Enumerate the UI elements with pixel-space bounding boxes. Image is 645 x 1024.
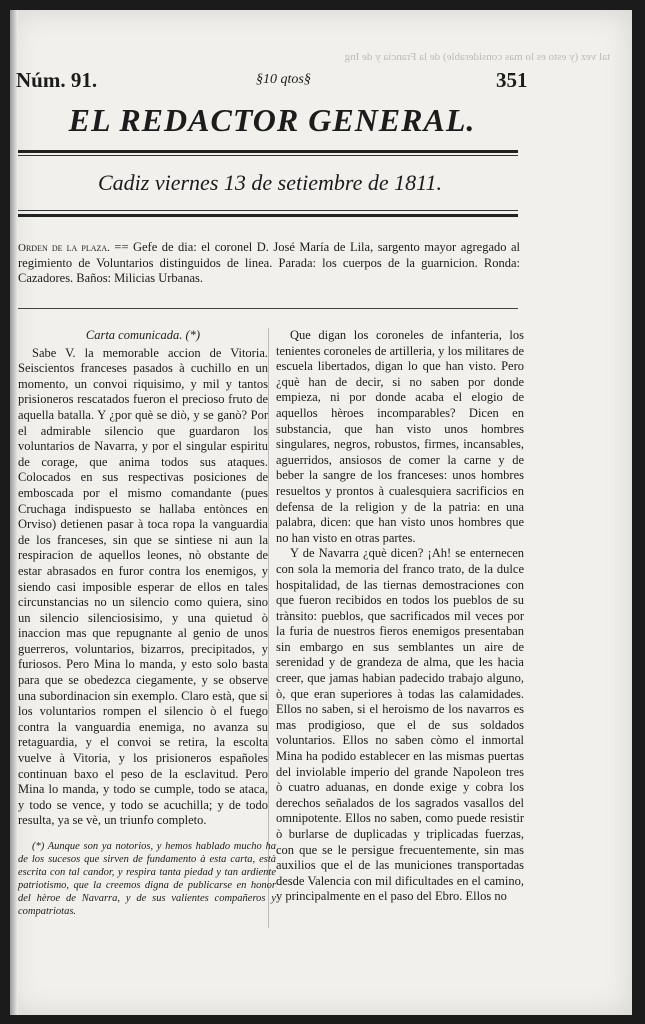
- masthead-title: EL REDACTOR GENERAL.: [68, 102, 476, 138]
- left-column: [18, 328, 268, 829]
- orden-de-la-plaza: [18, 240, 520, 286]
- right-column: [276, 328, 524, 905]
- rule: [18, 150, 518, 153]
- rule: [18, 210, 518, 211]
- article-title: Carta comunicada. (*): [85, 328, 201, 342]
- newspaper-page: [10, 10, 632, 1015]
- page-number: 351: [496, 68, 528, 92]
- section-rule: [18, 308, 518, 309]
- bleed-through-text: tal vez (y esto es lo mas considerable) de la Francia y de Ing: [344, 51, 610, 63]
- footnote: [18, 840, 276, 918]
- article-paragraph: Y de Navarra ¿què dicen? ¡Ah! se enternecen con sola la memoria del franco trato, de la dulce hospitalidad, de las tiernas demostraciones con que fueron recibidos en todos los pueblos de su trànsito: pueblos, que sacrificados mil veces por la furia de nuestros fieros enemigos presentaban sin embargo en sus semblantes un aire de serenidad y de grandeza de alma, que les hacia creer, que jamas habian padecido trabajo alguno, ò, que eran superiores à todas las calamidades. Ellos no saben, si el heroismo de los navarros es mas prodigioso, que el de sus soldados voluntarios. Ellos no saben còmo el inmortal Mina ha podido establecer en las mismas puertas del inviolable imperio del grande Napoleon tres ò cuatro aduanas, en donde exige y cobra los derechos señalados de los sagrados vasallos del omnipotente. Ellos no saben, como puede resistir ò burlarse de duplicadas y triplicadas fuerzas, con que se le persigue frecuentemente, sin mas auxilios que el de las municiones transportadas desde Valencia con mil dificultades en el camino, y principalmente en el paso del Ebro. Ellos no: [276, 546, 524, 904]
- issue-number: Núm. 91.: [16, 68, 98, 92]
- article-paragraph: Que digan los coroneles de infanteria, los tenientes coroneles de artilleria, y los militares de escuela libertados, digan lo que han visto. Pero ¿què han de decir, si no saben por donde empieza, ni por donde acaba el elogio de aquellos hèroes incomparables? Dicen en substancia, que han visto unos hombres singulares, negros, robustos, firmes, incansables, aguerridos, ansiosos de comer la carne y de beber la sangre de los franceses: unos hombres resueltos y prontos à cualesquiera sacrificios en defensa de la religion y de la patria: en una palabra, dicen: que han visto unos hombres que no han visto en otras partes.: [276, 328, 524, 545]
- orden-label: Orden de la plaza.: [18, 242, 110, 254]
- rule: [18, 214, 518, 217]
- issue-price: §10 qtos§: [256, 72, 311, 87]
- orden-text: == Gefe de dia: el coronel D. José María de Lila, sargento mayor agregado al regimiento de Voluntarios distinguidos de linea. Parada: los cuerpos de la guarnicion. Ronda: Cazadores. Baños: Milicias Urbanas.: [18, 240, 521, 285]
- footnote-text: (*) Aunque son ya notorios, y hemos hablado mucho ha de los sucesos que sirven de fundamento à esta carta, està escrita con tal candor, y respira tanta piedad y tan ardiente patriotismo, que la creemos digna de publicarse en honor del hèroe de Navarra, y de sus valientes compañeros y compatriotas.: [18, 841, 276, 917]
- binding-spine: [10, 10, 18, 1015]
- article-paragraph: Sabe V. la memorable accion de Vitoria. Seiscientos franceses pasados à cuchillo en un momento, un convoi riquisimo, y mil y tantos prisioneros rescatados fueron el precioso fruto de aquella batalla. Y ¿por què se diò, y se ganò? Por el admirable silencio que guardaron los voluntarios de Navarra, y por el singular espiritu de corage, que anima todos sus ataques. Colocados en sus respectivas posiciones de emboscada por el mismo comandante (pues Cruchaga indispuesto se hallaba entònces en Orviso) detienen pasar à toca ropa la vanguardia de los franceses, sin que se sintiese ni aun la respiracion de aquellos leones, nò obstante de estar abrasados en furor contra los enemigos, y siendo casi imposible esperar de ellos en tales circunstancias no un silencio como quiera, sino un silencio silenciosisimo, y una quietud ò inaccion mas que repugnante al genio de unos guerreros, voluntarios, bizarros, precipitados, y furiosos. Pero Mina lo manda, y esto solo basta para que se obedezca ciegamente, y se observe una subordinacion sin exemplo. Claro està, que si los voluntarios rompen el silencio ò el fuego contra la vanguardia enemiga, no avanza su retaguardia, y el convoi se retira, la escolta vuelve à Vitoria, y los prisioneros españoles continuan baxo el peso de la esclavitud. Pero Mina lo manda, y todo se cumple, todo se ataca, y todo se vence, y todo se acuchilla; y de todo resulta, ya se vè, un triunfo completo.: [18, 345, 268, 828]
- dateline: Cadiz viernes 13 de setiembre de 1811.: [98, 170, 442, 195]
- column-divider: [268, 328, 269, 928]
- rule: [18, 155, 518, 156]
